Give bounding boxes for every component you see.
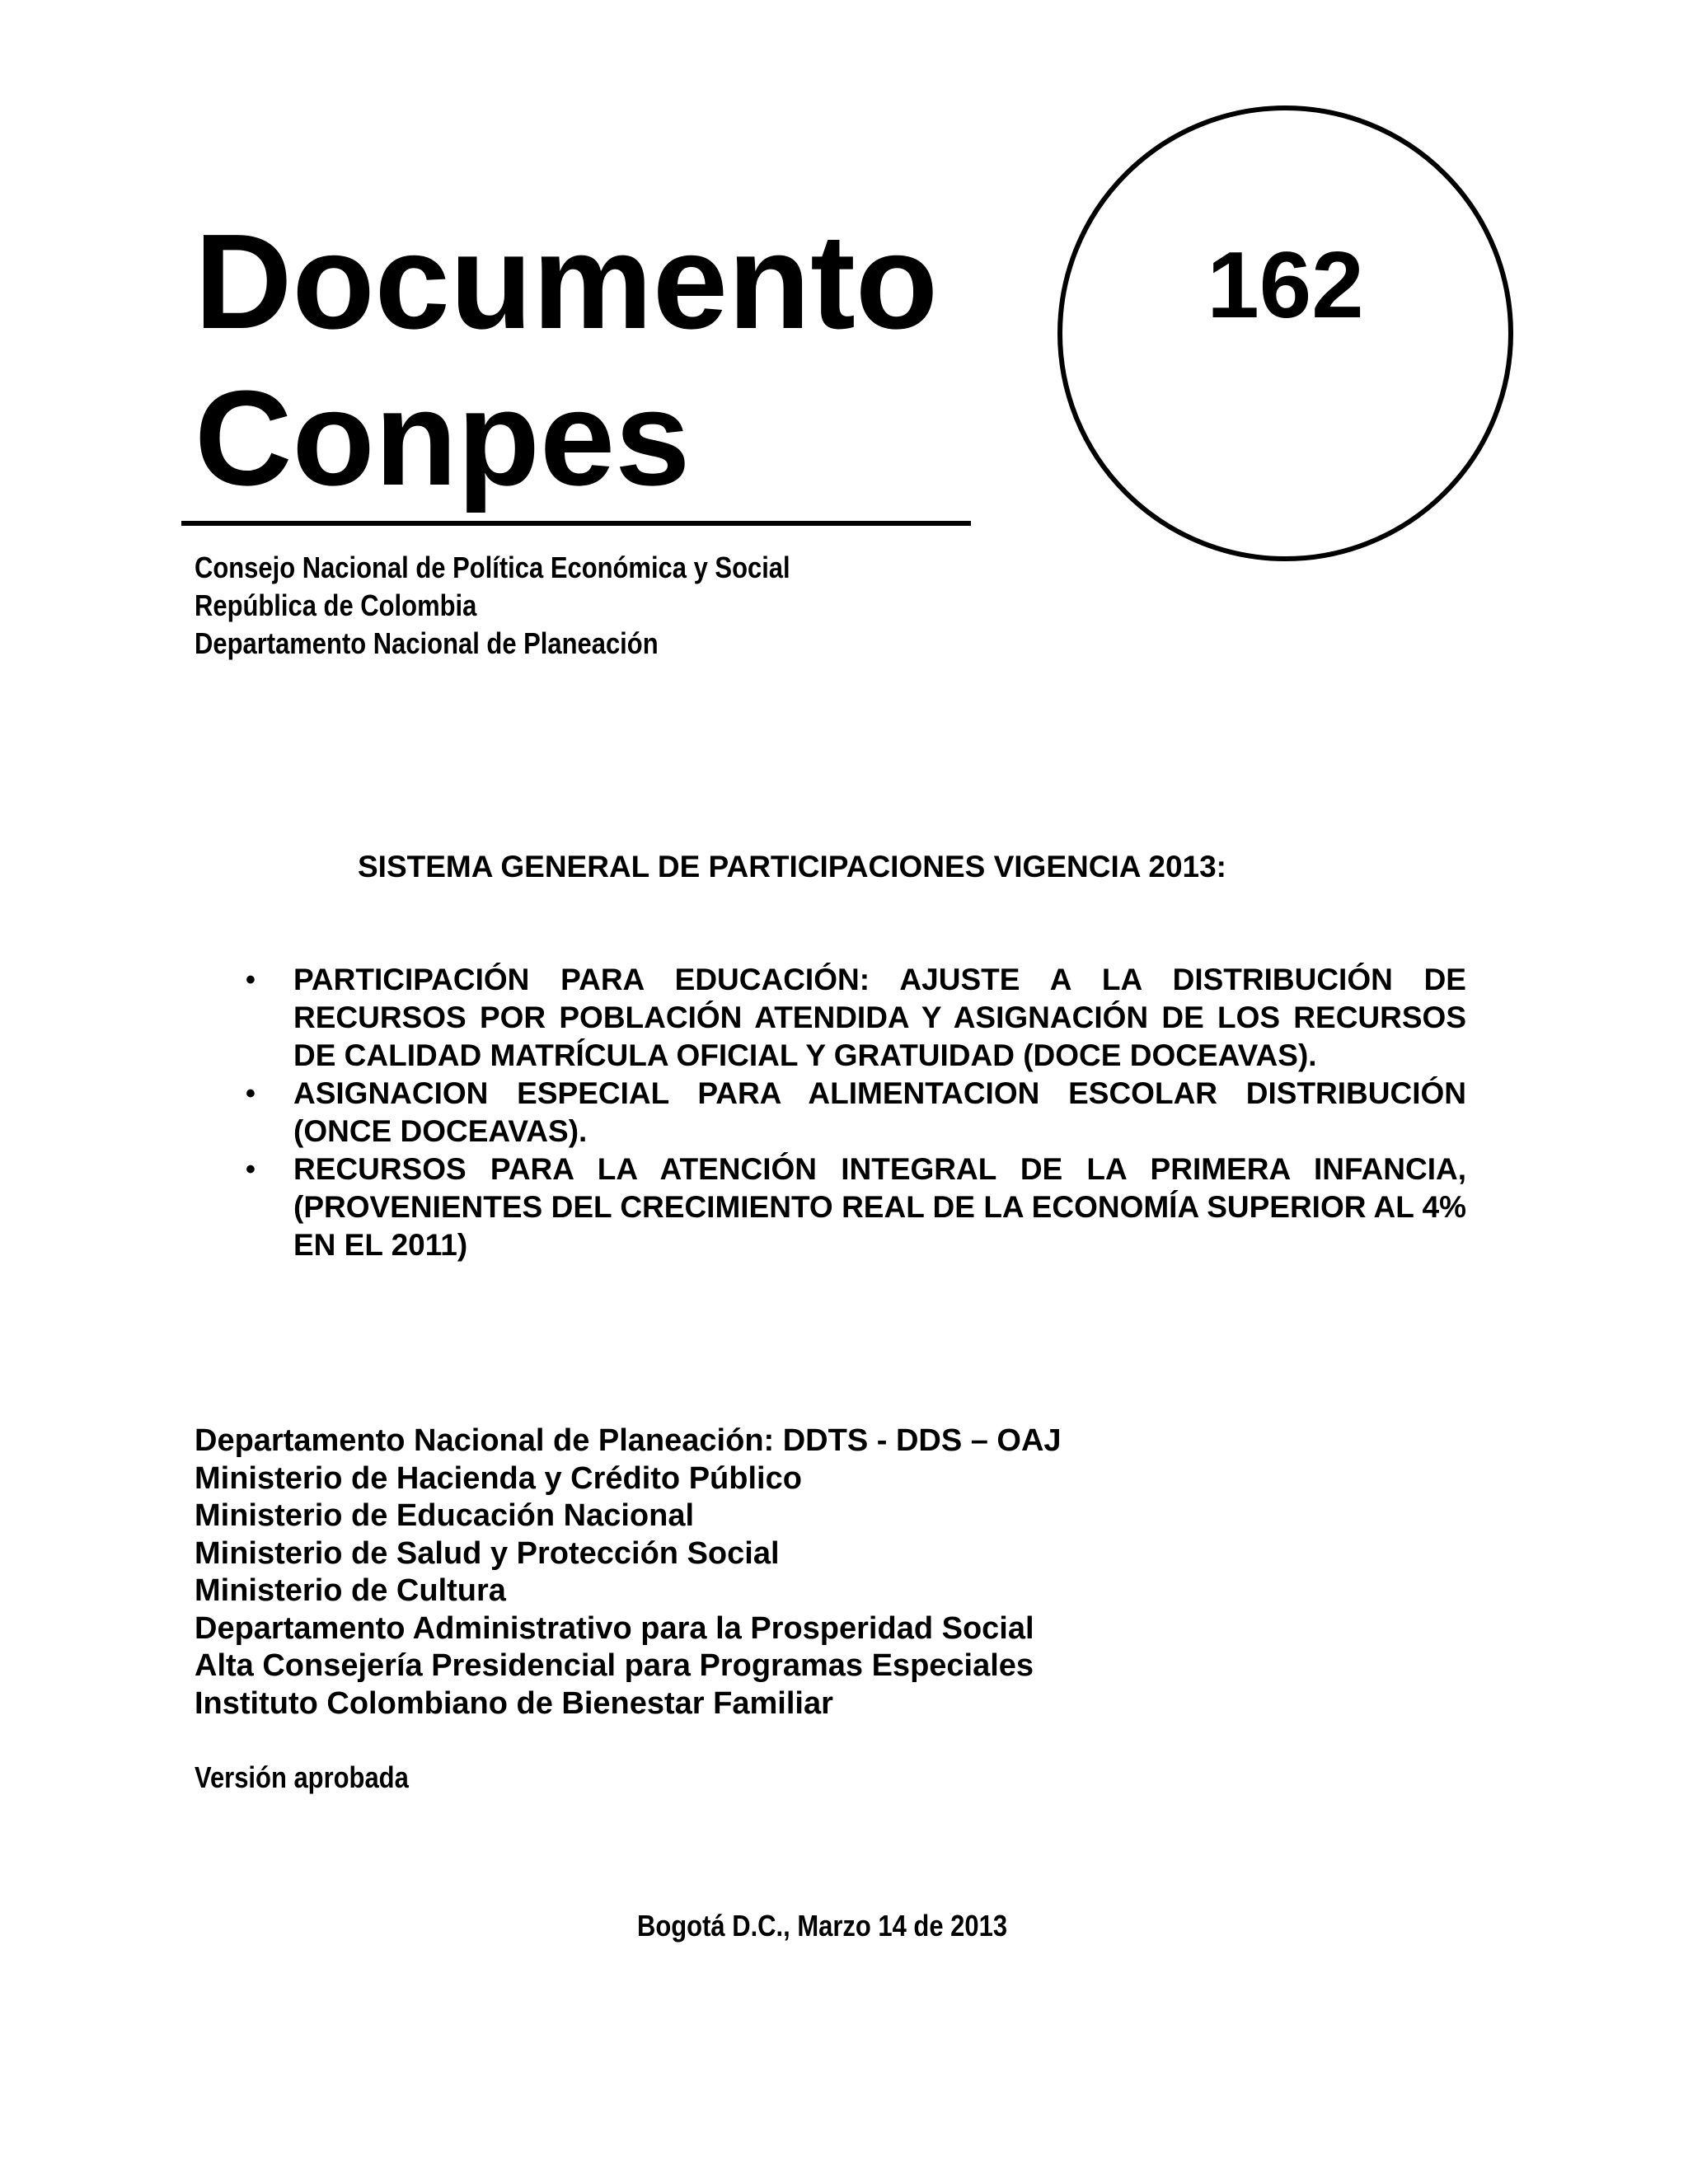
bullet-icon: • bbox=[246, 964, 256, 996]
entity-line: Instituto Colombiano de Bienestar Familiar bbox=[195, 1685, 833, 1721]
bullet-icon: • bbox=[246, 1078, 256, 1109]
issuer-line: Consejo Nacional de Política Económica y Social bbox=[195, 551, 790, 584]
version-label: Versión aprobada bbox=[195, 1760, 409, 1794]
entity-line: Ministerio de Salud y Protección Social bbox=[195, 1535, 780, 1571]
subject-bullet-item bbox=[242, 961, 1466, 1075]
entity-line: Alta Consejería Presidencial para Programas Especiales bbox=[195, 1648, 1034, 1683]
issuer-line: República de Colombia bbox=[195, 588, 477, 622]
entity-line: Departamento Nacional de Planeación: DDTS - DDS – OAJ bbox=[195, 1423, 1062, 1458]
subject-bullet-text: PARTICIPACIÓN PARA EDUCACIÓN: AJUSTE A LA DISTRIBUCIÓN DE RECURSOS POR POBLACIÓN ATENDIDA Y ASIGNACIÓN DE LOS RECURSOS DE CALIDAD MATRÍCULA OFICIAL Y GRATUIDAD (DOCE DOCEAVAS). bbox=[293, 963, 1466, 1072]
issuer-block bbox=[195, 549, 790, 663]
issuer-line: Departamento Nacional de Planeación bbox=[195, 626, 659, 660]
subject-bullet-item bbox=[242, 1075, 1466, 1151]
subject-bullet-text: RECURSOS PARA LA ATENCIÓN INTEGRAL DE LA PRIMERA INFANCIA, (PROVENIENTES DEL CRECIMIENTO REAL DE LA ECONOMÍA SUPERIOR AL 4% EN EL 2011) bbox=[293, 1152, 1466, 1262]
document-number: 162 bbox=[1207, 233, 1364, 338]
participating-entities-list bbox=[195, 1422, 1062, 1722]
entity-line: Ministerio de Educación Nacional bbox=[195, 1498, 695, 1533]
subject-bullet-list bbox=[242, 961, 1466, 1264]
bullet-icon: • bbox=[246, 1154, 256, 1185]
subject-bullet-item bbox=[242, 1151, 1466, 1264]
subject-bullet-text: ASIGNACION ESPECIAL PARA ALIMENTACION ESCOLAR DISTRIBUCIÓN (ONCE DOCEAVAS). bbox=[293, 1076, 1466, 1148]
entity-line: Ministerio de Hacienda y Crédito Público bbox=[195, 1460, 802, 1496]
document-title-line-1: Documento bbox=[195, 206, 938, 357]
subject-heading: SISTEMA GENERAL DE PARTICIPACIONES VIGENCIA 2013: bbox=[358, 850, 1226, 883]
title-divider bbox=[181, 521, 971, 526]
entity-line: Ministerio de Cultura bbox=[195, 1573, 506, 1608]
place-and-date: Bogotá D.C., Marzo 14 de 2013 bbox=[637, 1909, 1008, 1943]
entity-line: Departamento Administrativo para la Prosperidad Social bbox=[195, 1610, 1034, 1646]
document-title-line-2: Conpes bbox=[195, 363, 691, 513]
